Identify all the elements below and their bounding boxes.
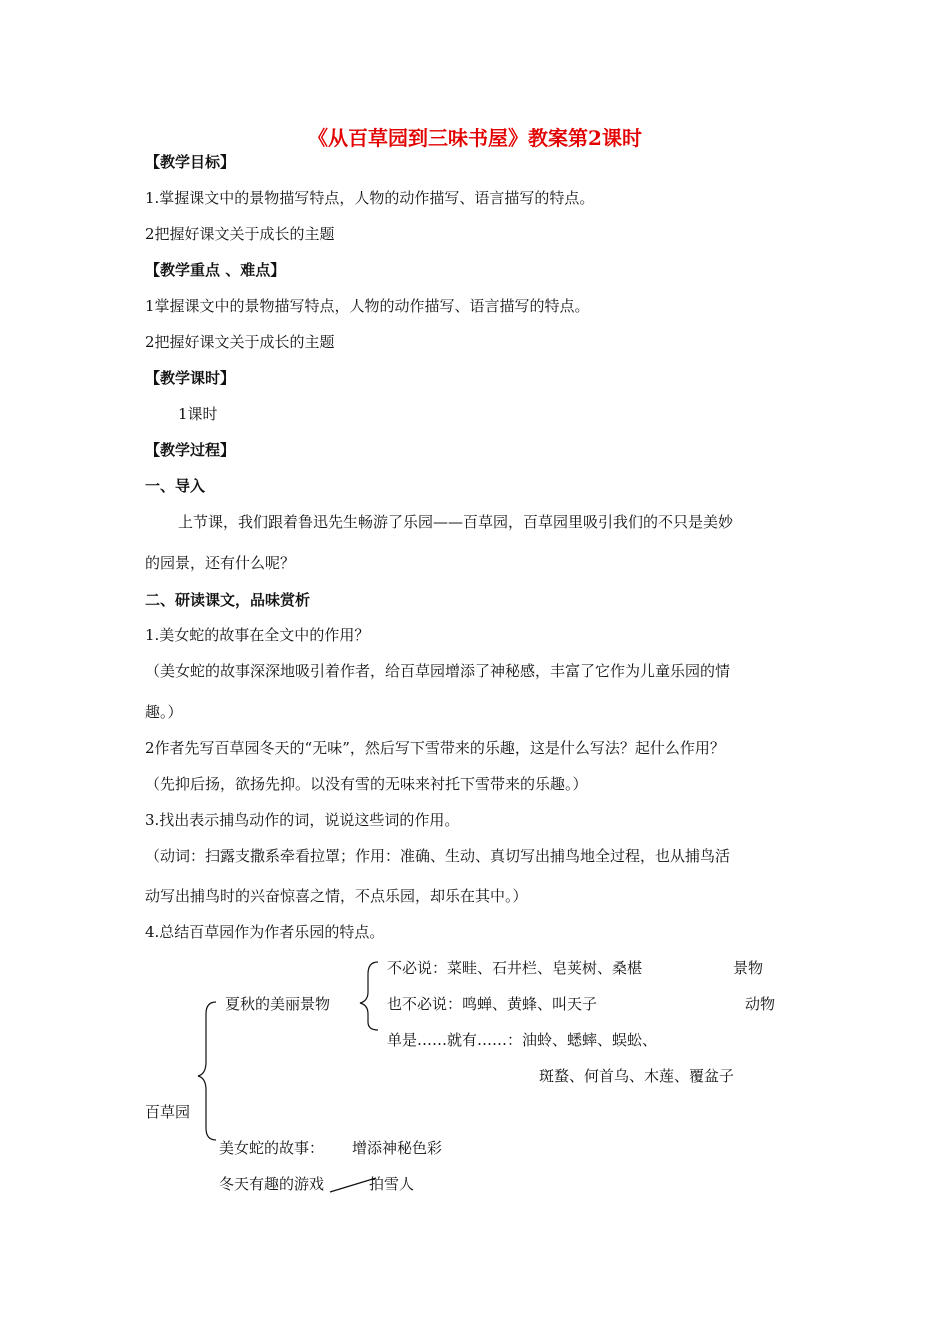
class-hours-value: 1课时 [178,405,218,423]
item-plants-line-2: 斑蝥、何首乌、木莲、覆盆子 [539,1067,735,1085]
part2-heading: 二、研读课文，品味赏析 [145,591,311,609]
answer-3-line-2: 动写出捕鸟时的兴奋惊喜之情，不点乐园，却乐在其中。） [145,887,528,905]
branch-winter-games: 冬天有趣的游戏 [219,1175,325,1193]
key-points-heading: 【教学重点 、难点】 [145,261,286,279]
diagram-root: 百草园 [145,1103,191,1121]
item-scenery: 不必说：菜畦、石井栏、皂荚树、桑椹 [387,959,643,977]
branch-snake-note: 增添神秘色彩 [352,1139,443,1157]
items-brace [360,962,378,1030]
key-point-1: 1掌握课文中的景物描写特点，人物的动作描写、语言描写的特点。 [145,297,590,315]
branch-snake-story: 美女蛇的故事： [219,1139,325,1157]
intro-line-1: 上节课，我们跟着鲁迅先生畅游了乐园——百草园，百草园里吸引我们的不只是美妙 [178,513,734,531]
item-scenery-tag: 景物 [733,959,764,977]
teaching-goal-2: 2把握好课文关于成长的主题 [145,225,335,243]
answer-1-line-1: （美女蛇的故事深深地吸引着作者，给百草园增添了神秘感，丰富了它作为儿童乐园的情 [145,662,731,680]
question-4: 4.总结百草园作为作者乐园的特点。 [145,923,385,941]
teaching-goal-1: 1.掌握课文中的景物描写特点，人物的动作描写、语言描写的特点。 [145,189,595,207]
item-animals-tag: 动物 [745,995,776,1013]
teaching-process-heading: 【教学过程】 [145,441,236,459]
root-brace [198,1002,216,1140]
item-plants-line-1: 单是……就有……：油蛉、蟋蟀、蜈蚣、 [387,1031,658,1049]
question-1: 1.美女蛇的故事在全文中的作用？ [145,626,370,644]
page-title: 《从百草园到三味书屋》教案第2课时 [308,126,642,150]
intro-line-2: 的园景，还有什么呢？ [145,554,296,572]
answer-3-line-1: （动词：扫露支撒系牵看拉罩；作用：准确、生动、真切写出捕鸟地全过程，也从捕鸟活 [145,847,731,865]
class-hours-heading: 【教学课时】 [145,369,236,387]
branch-winter-note: 拍雪人 [369,1175,415,1193]
item-animals: 也不必说：鸣蝉、黄蜂、叫天子 [387,995,598,1013]
question-3: 3.找出表示捕鸟动作的词，说说这些词的作用。 [145,811,460,829]
teaching-goals-heading: 【教学目标】 [145,153,236,171]
answer-1-line-2: 趣。） [145,703,183,721]
branch-summer-autumn: 夏秋的美丽景物 [225,995,331,1013]
part1-heading: 一、导入 [145,477,206,495]
answer-2: （先抑后扬，欲扬先抑。以没有雪的无味来衬托下雪带来的乐趣。） [145,775,588,793]
question-2: 2作者先写百草园冬天的“无味”，然后写下雪带来的乐趣，这是什么写法？起什么作用？ [145,739,725,757]
key-point-2: 2把握好课文关于成长的主题 [145,333,335,351]
